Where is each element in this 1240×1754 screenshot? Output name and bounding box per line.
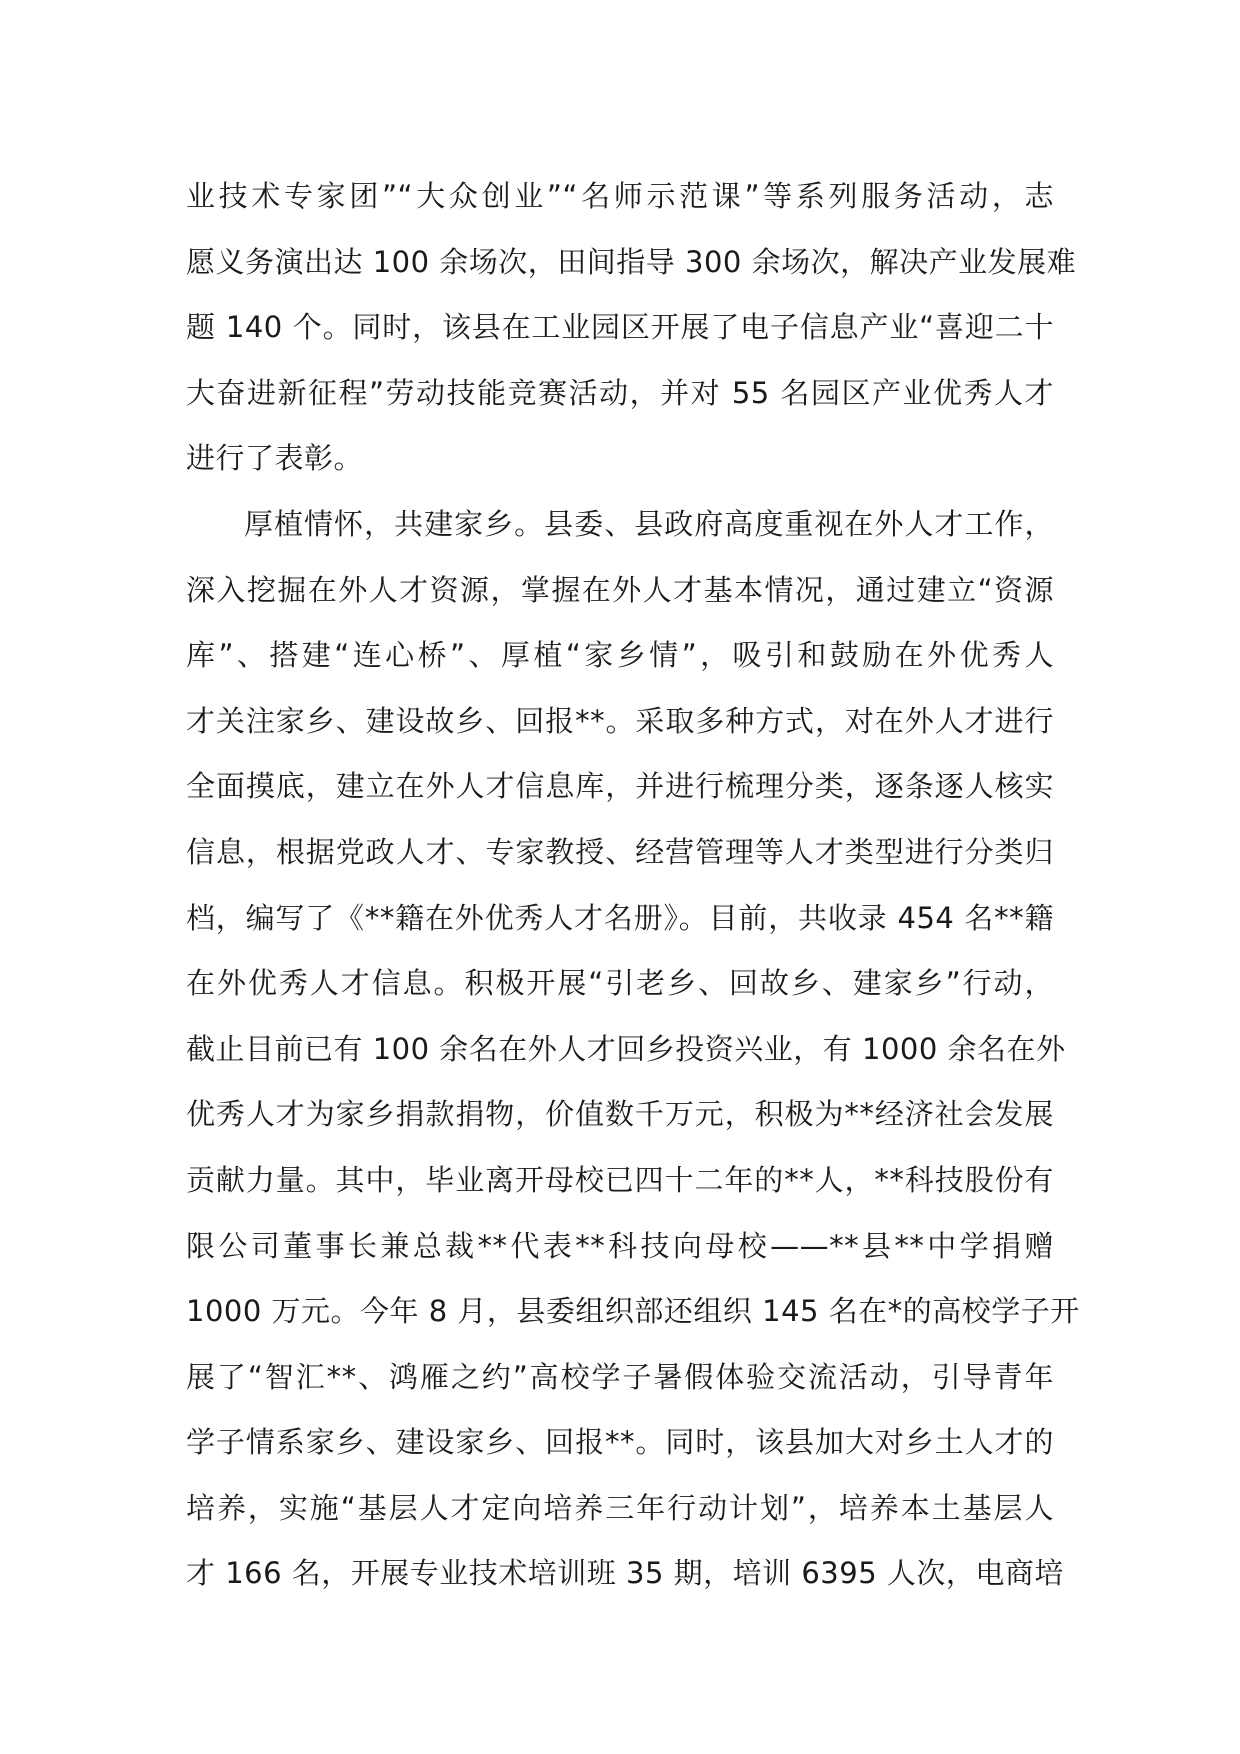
- text-line: 进行了表彰。: [186, 441, 364, 476]
- text-line: 截止目前已有 100 余名在外人才回乡投资兴业，有 1000 余名在外: [186, 1031, 1066, 1066]
- text-line: 业技术专家团”“大众创业”“名师示范课”等系列服务活动，志: [186, 179, 1054, 213]
- text-line: 档，编写了《**籍在外优秀人才名册》。目前，共收录 454 名**籍: [186, 900, 1054, 935]
- text-line: 大奋进新征程”劳动技能竞赛活动，并对 55 名园区产业优秀人才: [186, 375, 1054, 410]
- text-line: 愿义务演出达 100 余场次，田间指导 300 余场次，解决产业发展难: [186, 244, 1077, 279]
- text-line: 在外优秀人才信息。积极开展“引老乡、回故乡、建家乡”行动，: [186, 966, 1054, 1001]
- text-line: 信息，根据党政人才、专家教授、经营管理等人才类型进行分类归: [186, 834, 1054, 869]
- text-line: 限公司董事长兼总裁**代表**科技向母校——**县**中学捐赠: [186, 1228, 1054, 1263]
- text-line: 1000 万元。今年 8 月，县委组织部还组织 145 名在*的高校学子开: [186, 1294, 1080, 1329]
- text-line: 题 140 个。同时，该县在工业园区开展了电子信息产业“喜迎二十: [186, 310, 1054, 345]
- text-line: 学子情系家乡、建设家乡、回报**。同时，该县加大对乡土人才的: [186, 1425, 1054, 1460]
- text-line: 培养，实施“基层人才定向培养三年行动计划”，培养本土基层人: [186, 1490, 1054, 1525]
- text-line: 库”、搭建“连心桥”、厚植“家乡情”，吸引和鼓励在外优秀人: [186, 638, 1054, 673]
- text-line: 优秀人才为家乡捐款捐物，价值数千万元，积极为**经济社会发展: [186, 1097, 1054, 1132]
- text-line: 才关注家乡、建设故乡、回报**。采取多种方式，对在外人才进行: [186, 703, 1054, 738]
- text-line: 全面摸底，建立在外人才信息库，并进行梳理分类，逐条逐人核实: [186, 769, 1054, 804]
- text-line: 深入挖掘在外人才资源，掌握在外人才基本情况，通过建立“资源: [186, 572, 1054, 607]
- text-line: 才 166 名，开展专业技术培训班 35 期，培训 6395 人次，电商培: [186, 1556, 1064, 1591]
- text-line: 贡献力量。其中，毕业离开母校已四十二年的**人，**科技股份有: [186, 1162, 1054, 1197]
- body-text: [186, 164, 1080, 1607]
- text-line: 展了“智汇**、鸿雁之约”高校学子暑假体验交流活动，引导青年: [186, 1359, 1054, 1394]
- paragraph-start-line: 厚植情怀，共建家乡。县委、县政府高度重视在外人才工作，: [244, 506, 1054, 541]
